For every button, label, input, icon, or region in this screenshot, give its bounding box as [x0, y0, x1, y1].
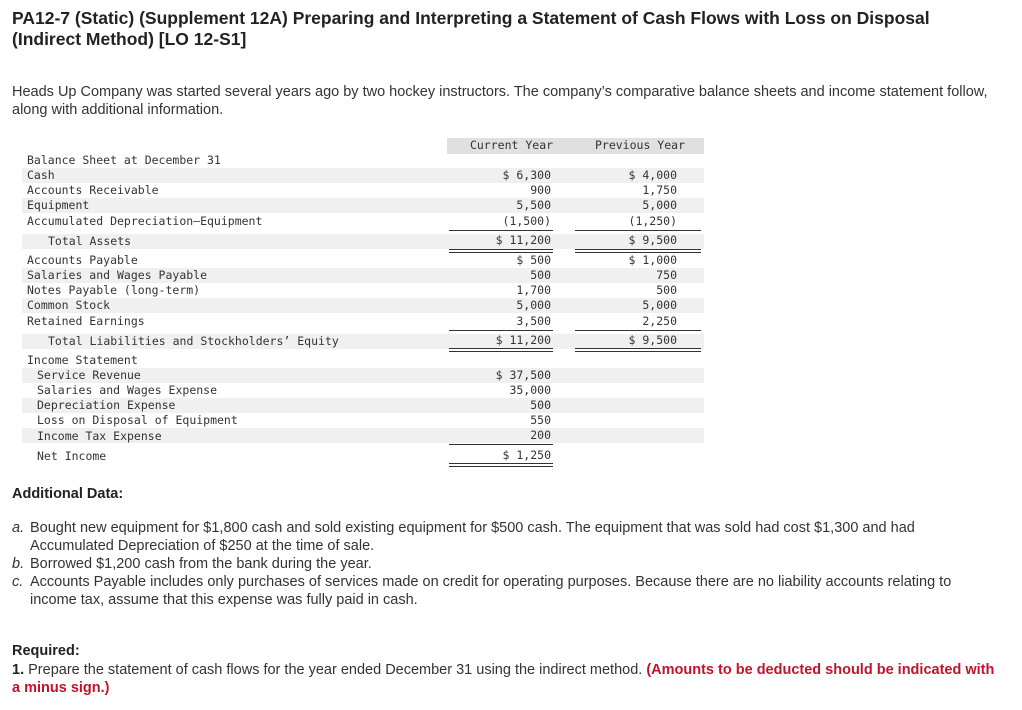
previous-year-value: $ 9,500 [628, 233, 677, 247]
row-label: Depreciation Expense [37, 398, 176, 412]
item-marker: a. [12, 520, 25, 536]
double-rule [449, 348, 553, 352]
current-year-value: $ 37,500 [495, 368, 551, 382]
additional-item-a [12, 519, 990, 555]
current-year-value: 5,500 [516, 198, 551, 212]
row-label: Salaries and Wages Expense [37, 383, 218, 397]
previous-year-value: 2,250 [642, 314, 677, 328]
required-instruction [12, 661, 997, 697]
current-year-value: 500 [530, 268, 551, 282]
previous-year-value: 5,000 [642, 198, 677, 212]
double-rule [575, 348, 701, 352]
current-year-value: $ 6,300 [502, 168, 551, 182]
subtotal-rule [449, 230, 553, 231]
previous-year-value: 750 [656, 268, 677, 282]
intro-paragraph: Heads Up Company was started several years ago by two hockey instructors. The company’s comparative balance sheets and income statement follow, along with additional information. [12, 84, 988, 118]
current-year-value: 900 [530, 183, 551, 197]
current-year-value: $ 11,200 [495, 333, 551, 347]
row-label: Retained Earnings [27, 314, 145, 328]
row-label-total-assets: Total Assets [48, 234, 132, 248]
row-label: Accounts Payable [27, 253, 138, 267]
current-year-value: 500 [530, 398, 551, 412]
balance-sheet-heading: Balance Sheet at December 31 [27, 153, 221, 167]
required-text: Prepare the statement of cash flows for the year ended December 31 using the indirect method. [28, 662, 643, 678]
required-heading: Required: [12, 643, 80, 659]
additional-item-c [12, 573, 990, 609]
item-text: Borrowed $1,200 cash from the bank during the year. [30, 556, 372, 572]
subtotal-rule [449, 444, 553, 445]
row-label: Common Stock [27, 298, 111, 312]
item-text: Bought new equipment for $1,800 cash and sold existing equipment for $500 cash. The equipment that was sold had cost $1,300 and had Accumulated Depreciation of $250 at the time of sale. [30, 520, 915, 554]
required-note: (Amounts to be deducted should be indicated with a minus sign.) [12, 662, 995, 696]
current-year-value: (1,500) [502, 214, 551, 228]
previous-year-value: 500 [656, 283, 677, 297]
current-year-value: 35,000 [509, 383, 551, 397]
subtotal-rule [575, 230, 701, 231]
subtotal-rule [449, 330, 553, 331]
problem-title: PA12-7 (Static) (Supplement 12A) Preparing and Interpreting a Statement of Cash Flows with Loss on Disposal (Indirect Method) [LO 12-S1] [12, 8, 930, 49]
current-year-value: 3,500 [516, 314, 551, 328]
row-label: Equipment [27, 198, 90, 212]
row-label: Loss on Disposal of Equipment [37, 413, 238, 427]
current-year-value: $ 1,250 [502, 448, 551, 462]
current-year-value: 550 [530, 413, 551, 427]
row-label: Cash [27, 168, 55, 182]
item-marker: c. [12, 574, 24, 590]
previous-year-value: $ 1,000 [628, 253, 677, 267]
row-label: Income Tax Expense [37, 429, 162, 443]
row-label-total-liabilities-equity: Total Liabilities and Stockholders’ Equity [48, 334, 339, 348]
required-number: 1. [12, 662, 25, 678]
previous-year-value: 1,750 [642, 183, 677, 197]
current-year-value: 1,700 [516, 283, 551, 297]
additional-data-heading: Additional Data: [12, 486, 124, 502]
income-statement-heading: Income Statement [27, 353, 138, 367]
item-text: Accounts Payable includes only purchases of services made on credit for operating purposes. Because there are no liability accounts relating to income tax, assume that this expense was fully paid in cash. [30, 574, 952, 608]
item-marker: b. [12, 556, 25, 572]
row-label-net-income: Net Income [37, 449, 107, 463]
current-year-value: $ 11,200 [495, 233, 551, 247]
row-label: Accumulated Depreciation—Equipment [27, 214, 263, 228]
previous-year-value: $ 4,000 [628, 168, 677, 182]
subtotal-rule [575, 330, 701, 331]
row-label: Service Revenue [37, 368, 141, 382]
row-label: Notes Payable (long-term) [27, 283, 201, 297]
column-header-previous-year: Previous Year [594, 138, 685, 152]
row-label: Salaries and Wages Payable [27, 268, 208, 282]
previous-year-value: (1,250) [628, 214, 677, 228]
column-header-current-year: Current Year [469, 138, 554, 152]
current-year-value: 5,000 [516, 298, 551, 312]
current-year-value: 200 [530, 428, 551, 442]
previous-year-value: 5,000 [642, 298, 677, 312]
current-year-value: $ 500 [516, 253, 551, 267]
double-rule [449, 463, 553, 467]
additional-item-b [12, 555, 990, 573]
previous-year-value: $ 9,500 [628, 333, 677, 347]
row-label: Accounts Receivable [27, 183, 159, 197]
